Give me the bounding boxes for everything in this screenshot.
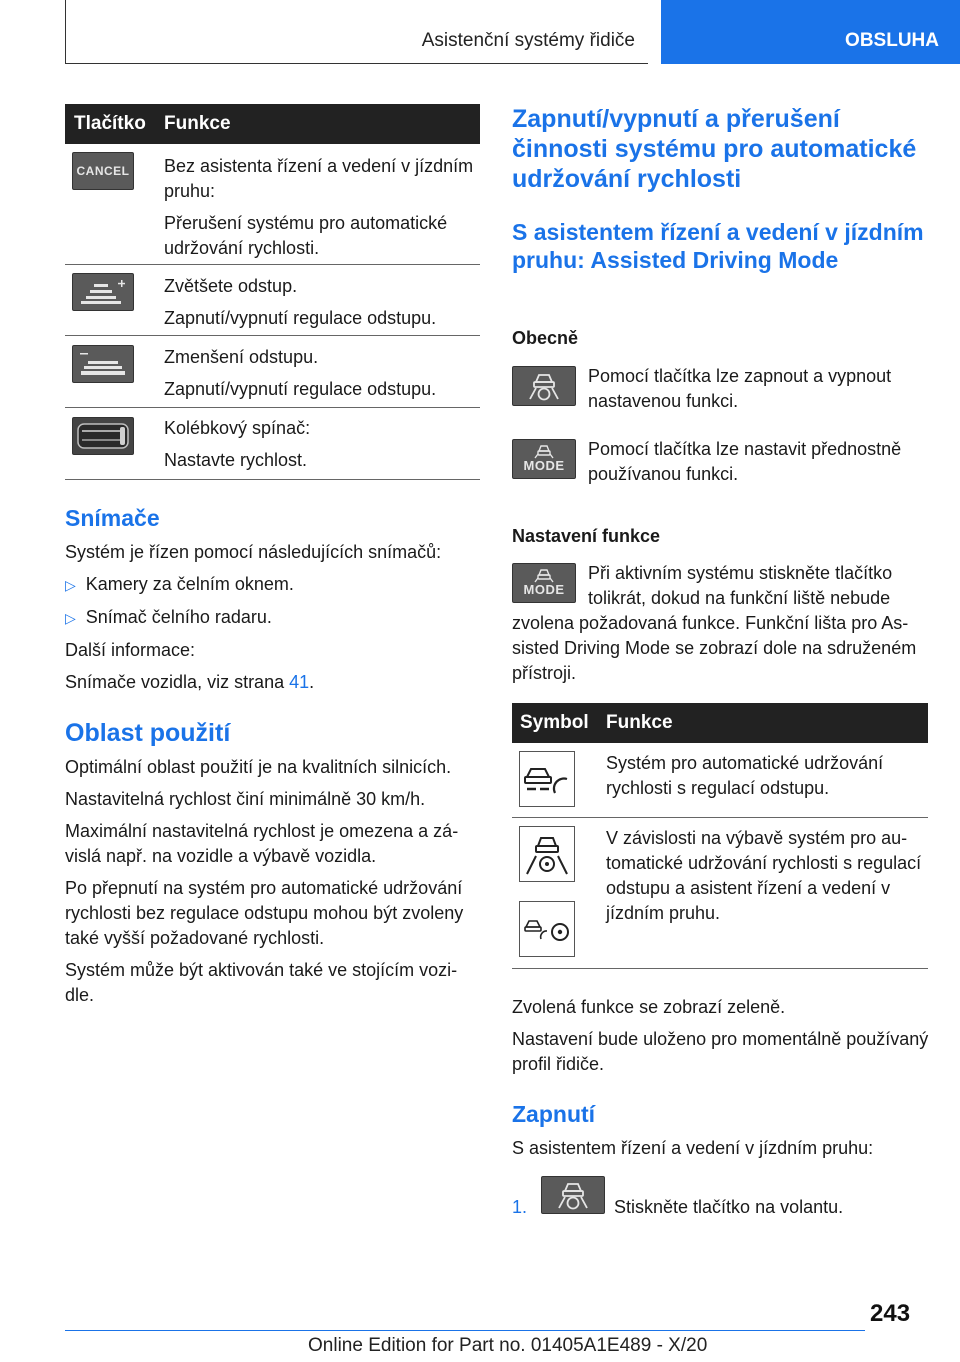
sensors-item: ▷ Kamery za čelním oknem. — [65, 574, 294, 594]
table2-row1-text: Systém pro automatické udržování rychlosti s regulací odstupu. — [606, 753, 884, 798]
step-text: Stiskněte tlačítko na volantu. — [614, 1197, 844, 1217]
table1-row3-line1: Zmenšení odstupu. — [164, 347, 319, 367]
rocker-switch-icon — [72, 417, 134, 455]
table1-divider — [65, 264, 480, 265]
setting-title: Nastavení funkce — [512, 526, 661, 546]
distance-decrease-button-icon — [72, 345, 134, 383]
mode-label: MODE — [523, 582, 565, 597]
assisted-driving-symbol-icon — [519, 826, 575, 882]
table1-col-function: Funkce — [164, 113, 231, 134]
table1-row2-text — [164, 274, 474, 338]
usage-section — [65, 755, 480, 1015]
more-info: Další informace: — [65, 640, 196, 660]
section-title: Asistenční systémy řidiče — [421, 30, 635, 51]
table1-row4-text — [164, 416, 474, 480]
setting-text-rest: zvolena požadovaná funkce. Funkční lišta pro Assisted Driving Mode se zobrazí dole na sdruženém přístroji. — [512, 613, 917, 683]
usage-paragraph: Nastavitelná rychlost činí minimálně 30 km/h. — [65, 789, 426, 809]
table2-divider — [512, 817, 928, 818]
usage-paragraph: Optimální oblast použití je na kvalitních silnicích. — [65, 757, 452, 777]
footer-line — [65, 1330, 865, 1331]
table2-row2-text: V závislosti na výbavě systém pro automatické udržování rychlosti s regulací odstupu a asistent řízení a vedení v jízdním pruhu. — [606, 828, 922, 923]
bullet-triangle-icon: ▷ — [65, 577, 76, 593]
on-heading: Zapnutí — [512, 1101, 596, 1127]
table2-header — [512, 703, 928, 743]
table1-row3-text — [164, 345, 474, 409]
general-title: Obecně — [512, 328, 579, 348]
setting-text-first: Při aktivním systému stiskněte tlačítko tolikrát, dokud na funkční liště nebude — [588, 563, 893, 608]
after-table-paragraph: Zvolená funkce se zobrazí zeleně. — [512, 997, 786, 1017]
table1-divider — [65, 407, 480, 408]
step-number: 1. — [512, 1197, 528, 1217]
table1-row2-line1: Zvětšete odstup. — [164, 276, 298, 296]
usage-paragraph: Maximální nastavitelná rychlost je omezena a závislá např. na vozidle a výbavě vozidla. — [65, 821, 459, 866]
main-heading: Zapnutí/vypnutí a přerušení činnosti systému pro automatické udržování rychlosti — [512, 105, 917, 193]
distance-increase-button-icon — [72, 273, 134, 311]
usage-paragraph: Po přepnutí na systém pro automatické udržování rychlosti bez regulace odstupu mohou být zvoleny také vyšší požadované rychlosti. — [65, 878, 464, 948]
after-table-paragraph: Nastavení bude uloženo pro momentálně používaný profil řidiče. — [512, 1029, 929, 1074]
table1-row4-line2: Nastavte rychlost. — [164, 450, 308, 470]
steering-assist-symbol-icon — [519, 901, 575, 957]
usage-paragraph: Systém může být aktivován také ve stojícím vozidle. — [65, 960, 458, 1005]
mode-label: MODE — [523, 458, 565, 473]
usage-heading: Oblast použití — [65, 719, 231, 747]
table1-row1-line2: Přerušení systému pro automatické udržování rychlosti. — [164, 213, 448, 258]
table1-header — [65, 104, 480, 144]
chapter-tab-label: OBSLUHA — [845, 30, 939, 51]
footer-edition: Online Edition for Part no. 01405A1E489 - X/20 — [308, 1335, 708, 1356]
table1-divider — [65, 335, 480, 336]
table2-divider — [512, 968, 928, 969]
assisted-driving-button-icon — [541, 1176, 605, 1214]
cancel-button-icon — [72, 152, 134, 190]
table1-divider — [65, 479, 480, 480]
table1-col-button: Tlačítko — [74, 113, 146, 134]
general-item-2-text: Pomocí tlačítka lze nastavit přednostně používanou funkci. — [588, 439, 902, 484]
cancel-label: CANCEL — [76, 164, 130, 178]
table2-col-symbol: Symbol — [520, 712, 589, 733]
sub-heading: S asistentem řízení a vedení v jízdním pruhu: Assisted Driving Mode — [512, 219, 924, 273]
assisted-driving-button-icon — [512, 366, 576, 406]
table1-row4-line1: Kolébkový spínač: — [164, 418, 311, 438]
on-intro: S asistentem řízení a vedení v jízdním pruhu: — [512, 1138, 874, 1158]
page-link[interactable]: 41 — [289, 672, 310, 692]
table1-row3-line2: Zapnutí/vypnutí regulace odstupu. — [164, 379, 437, 399]
page-number: 243 — [870, 1300, 911, 1327]
bullet-triangle-icon: ▷ — [65, 610, 76, 626]
sensors-section — [65, 540, 480, 702]
sensors-reference: Snímače vozidla, viz strana 41. — [65, 672, 315, 692]
after-table-section — [512, 995, 930, 1084]
general-item-1-text: Pomocí tlačítka lze zapnout a vypnout nastavenou funkci. — [588, 366, 892, 411]
table2-col-function: Funkce — [606, 712, 673, 733]
sensors-intro: Systém je řízen pomocí následujících snímačů: — [65, 542, 442, 562]
table1-row2-line2: Zapnutí/vypnutí regulace odstupu. — [164, 308, 437, 328]
mode-button-icon — [512, 439, 576, 479]
mode-button-icon — [512, 563, 576, 603]
sensors-heading: Snímače — [65, 505, 160, 531]
acc-distance-symbol-icon — [519, 751, 575, 807]
table1-row1-text — [164, 154, 474, 268]
sensors-item: ▷ Snímač čelního radaru. — [65, 607, 272, 627]
table1-row1-line1: Bez asistenta řízení a vedení v jízdním pruhu: — [164, 156, 474, 201]
